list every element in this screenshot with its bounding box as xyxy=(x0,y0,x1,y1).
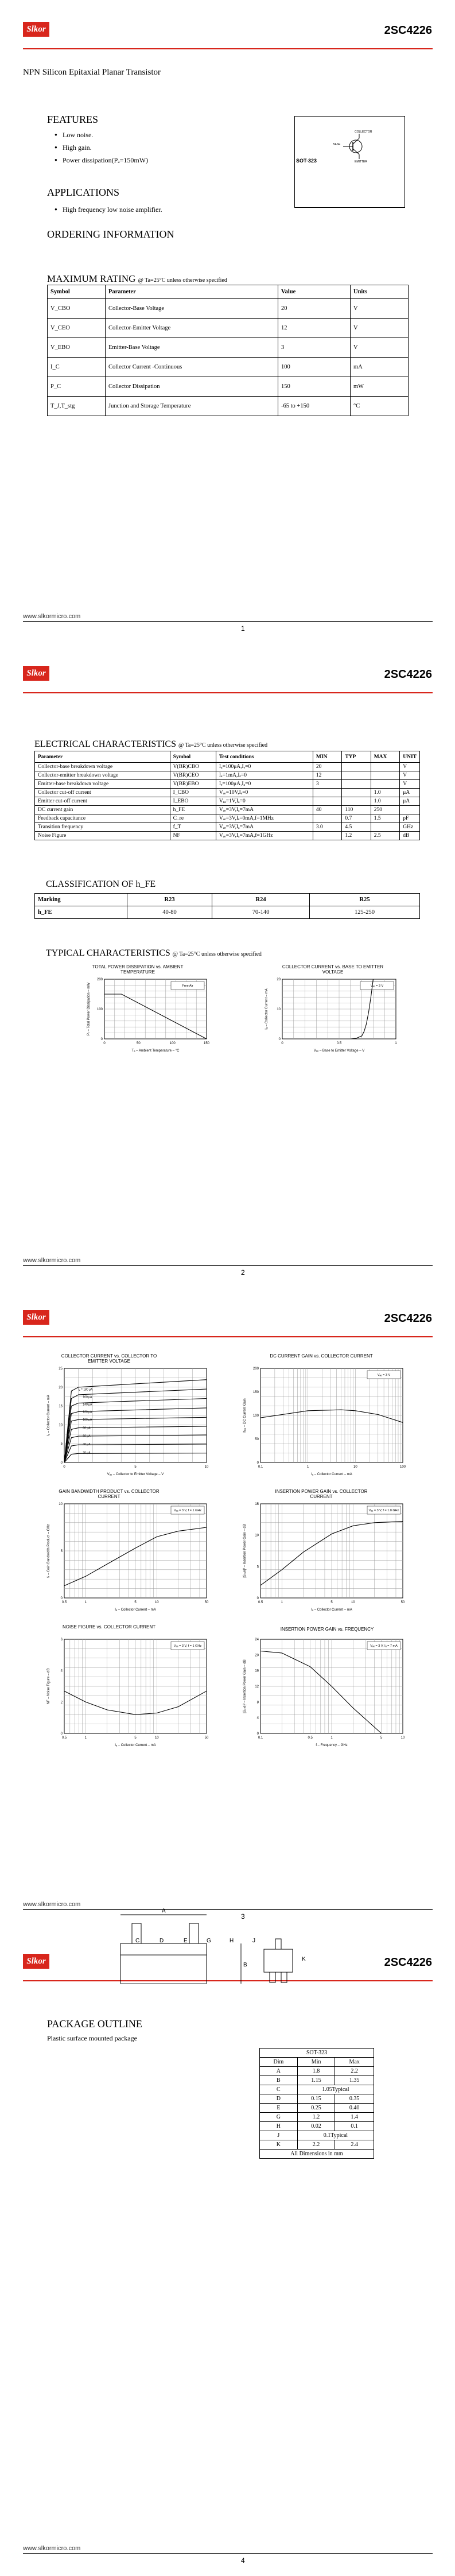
y-tick-label: 4 xyxy=(256,1716,259,1720)
x-tick-label: 50 xyxy=(400,1601,405,1604)
dim-label: G xyxy=(207,1938,211,1944)
y-tick-label: 0 xyxy=(256,1732,259,1736)
page-number: 4 xyxy=(241,2556,245,2565)
elec-table: Parameter Symbol Test conditions MIN TYP MAX UNIT Collector-base breakdown voltage V(BR)CBO Iₐ=100μA,Iₑ=0 20 V Collector-emitter breakdown voltage V(BR)CEO Iₐ=1mA,Iₑ=0 12 V Emitter-base breakdown voltage V(BR)EBO Iₑ=100μA,Iₐ=0 3 V Collector cut-off current I_CBO Vₐₑ=10V,Iₑ=0 1.0 μA Emitter cut-off current I_EBO Vₑₐ=1V,Iₐ=0 1.0 μA DC current gain h_FE Vₐₑ=3V,Iₐ=7mA 40 110 250 Feedback capacitance C_re Vₐₑ=3V,Iₑ=0mA,f=1MHz 0.7 1.5 pF Transition frequency f_T Vₐₑ=3V,Iₐ=7mA 3.0 4.5 GHz Noise Figure NF Vₐₑ=3V,Iₐ=7mA,f=1GHz 1.2 2.5 dB xyxy=(34,751,420,840)
footer-url[interactable]: www.slkormicro.com xyxy=(23,613,81,620)
footer-rule xyxy=(23,2553,433,2554)
y-tick-label: 20 xyxy=(277,978,281,981)
y-axis-label: Iₐ – Collector Current – mA xyxy=(47,1395,50,1436)
table-row: C 1.05Typical xyxy=(260,2085,374,2094)
gain-ic-chart xyxy=(241,1500,407,1615)
x-axis-label: Iₐ – Collector Current – mA xyxy=(311,1473,352,1476)
typ-heading: TYPICAL CHARACTERISTICS @ Ta=25°C unless otherwise specified xyxy=(46,948,262,958)
y-tick-label: 10 xyxy=(277,1008,281,1011)
y-tick-label: 100 xyxy=(96,1008,103,1011)
table-row: DC current gain h_FE Vₐₑ=3V,Iₐ=7mA 40 110 250 xyxy=(35,806,420,814)
y-tick-label: 10 xyxy=(59,1503,63,1506)
dim-label: A xyxy=(162,1908,166,1914)
y-tick-label: 25 xyxy=(59,1367,63,1371)
hfe-ic-chart xyxy=(241,1365,407,1480)
table-row: Emitter cut-off current I_EBO Vₑₐ=1V,Iₐ=0 1.0 μA xyxy=(35,797,420,806)
feature-item: ● Power dissipation(Pₐ=150mW) xyxy=(55,156,148,165)
table-row: G 1.2 1.4 xyxy=(260,2113,374,2122)
annotation-text: Vₐₑ = 3 V xyxy=(370,984,384,988)
header-rule xyxy=(23,692,433,693)
application-item: ● High frequency low noise amplifier. xyxy=(55,205,162,214)
series-line xyxy=(260,1410,403,1422)
x-tick-label: 5 xyxy=(134,1736,137,1740)
x-axis-label: Iₐ – Collector Current – mA xyxy=(311,1608,352,1612)
page-1 xyxy=(0,0,455,644)
series-label: 80 μA xyxy=(83,1426,91,1430)
x-tick-label: 10 xyxy=(154,1736,159,1740)
chart-title: GAIN BANDWIDTH PRODUCT vs. COLLECTOR CURRENT xyxy=(59,1489,160,1499)
x-tick-label: 0 xyxy=(63,1465,65,1469)
x-tick-label: 1 xyxy=(330,1736,333,1740)
table-row: T_J,T_stg Junction and Storage Temperature -65 to +150 °C xyxy=(48,397,409,416)
dim-label: H xyxy=(230,1938,234,1944)
x-tick-label: 0.5 xyxy=(308,1736,313,1740)
package-label: SOT-323 xyxy=(296,158,317,164)
applications-heading: APPLICATIONS xyxy=(47,187,120,198)
y-axis-label: |S₂₁e|² – Insertion Power Gain – dB xyxy=(243,1524,247,1578)
dim-label: J xyxy=(252,1938,255,1944)
y-tick-label: 16 xyxy=(255,1669,259,1673)
annotation-text: Free Air xyxy=(182,984,193,988)
x-tick-label: 150 xyxy=(203,1042,210,1045)
y-tick-label: 0 xyxy=(256,1461,259,1465)
table-row: E 0.25 0.40 xyxy=(260,2104,374,2113)
page-4 xyxy=(0,1908,455,2576)
y-tick-label: 0 xyxy=(256,1597,259,1600)
features-list xyxy=(55,131,148,169)
y-tick-label: 20 xyxy=(59,1386,63,1390)
table-row: K 2.2 2.4 xyxy=(260,2140,374,2150)
x-tick-label: 50 xyxy=(204,1601,209,1604)
chart-title: DC CURRENT GAIN vs. COLLECTOR CURRENT xyxy=(270,1353,373,1359)
footer-rule xyxy=(23,1265,433,1266)
y-tick-label: 4 xyxy=(60,1669,63,1673)
class-heading: CLASSIFICATION OF h_FE xyxy=(46,879,156,889)
brand-logo: Slkor xyxy=(23,22,49,37)
table-row: Noise Figure NF Vₐₑ=3V,Iₐ=7mA,f=1GHz 1.2 2.5 dB xyxy=(35,832,420,840)
page-number: 3 xyxy=(241,1912,245,1921)
y-tick-label: 0 xyxy=(278,1038,281,1041)
package-outline-drawing xyxy=(34,1869,425,1984)
y-tick-label: 10 xyxy=(59,1423,63,1427)
x-tick-label: 1 xyxy=(306,1465,309,1469)
pin-label-base: BASE xyxy=(333,143,341,146)
y-tick-label: 6 xyxy=(60,1638,63,1642)
table-row: H 0.02 0.1 xyxy=(260,2122,374,2131)
x-tick-label: 0 xyxy=(281,1042,283,1045)
dim-label: K xyxy=(302,1956,306,1962)
chart-title: INSERTION POWER GAIN vs. FREQUENCY xyxy=(280,1627,374,1632)
table-row: P_C Collector Dissipation 150 mW xyxy=(48,377,409,397)
brand-logo: Slkor xyxy=(23,1954,49,1969)
table-row: V_CBO Collector-Base Voltage 20 V xyxy=(48,299,409,319)
y-tick-label: 150 xyxy=(252,1391,259,1394)
y-tick-label: 0 xyxy=(60,1597,63,1600)
device-subtitle: NPN Silicon Epitaxial Planar Transistor xyxy=(23,68,161,77)
table-row: B 1.15 1.35 xyxy=(260,2076,374,2085)
x-tick-label: 0.5 xyxy=(258,1601,263,1604)
ft-ic-chart xyxy=(45,1500,211,1615)
pin-label-emitter: EMITTER xyxy=(355,160,367,164)
x-tick-label: 0.5 xyxy=(61,1601,67,1604)
col-header: Units xyxy=(351,285,409,299)
annotation-text: Vₐₑ = 3 V, f = 1.0 GHz xyxy=(368,1509,399,1512)
y-tick-label: 5 xyxy=(60,1550,63,1553)
pin-label-collector: COLLECTOR xyxy=(355,130,372,134)
series-label: 20 μA xyxy=(83,1451,91,1455)
x-tick-label: 0.1 xyxy=(258,1736,263,1740)
table-row: V_CEO Collector-Emitter Voltage 12 V xyxy=(48,319,409,338)
part-number: 2SC4226 xyxy=(384,668,432,681)
y-tick-label: 15 xyxy=(255,1503,259,1506)
table-row: Collector-base breakdown voltage V(BR)CBO Iₐ=100μA,Iₑ=0 20 V xyxy=(35,763,420,771)
series-line xyxy=(260,1651,382,1734)
x-axis-label: Tₐ – Ambient Temperature – °C xyxy=(131,1049,180,1053)
y-tick-label: 24 xyxy=(255,1638,259,1642)
footer-url[interactable]: www.slkormicro.com xyxy=(23,1257,81,1264)
page-number: 1 xyxy=(241,624,245,633)
table-row: Feedback capacitance C_re Vₐₑ=3V,Iₑ=0mA,f=1MHz 0.7 1.5 pF xyxy=(35,814,420,823)
table-row: Collector cut-off current I_CBO Vₐₑ=10V,Iₑ=0 1.0 μA xyxy=(35,789,420,797)
x-tick-label: 10 xyxy=(400,1736,405,1740)
dim-label: B xyxy=(243,1962,247,1968)
nf-ic-chart xyxy=(45,1636,211,1751)
brand-logo: Slkor xyxy=(23,666,49,681)
ordering-heading: ORDERING INFORMATION xyxy=(47,228,174,240)
x-tick-label: 10 xyxy=(353,1465,357,1469)
annotation-text: Vₐₑ = 3 V, f = 1 GHz xyxy=(173,1644,202,1648)
chart-title: COLLECTOR CURRENT vs. BASE TO EMITTER VOLTAGE xyxy=(282,964,384,975)
footer-rule xyxy=(23,621,433,622)
y-tick-label: 50 xyxy=(255,1438,259,1441)
series-label: 140 μA xyxy=(83,1403,92,1407)
series-label: 160 μA xyxy=(83,1395,92,1399)
x-tick-label: 1 xyxy=(395,1042,397,1045)
y-tick-label: 8 xyxy=(256,1701,259,1705)
table-row: Emitter-base breakdown voltage V(BR)EBO Iₑ=100μA,Iₐ=0 3 V xyxy=(35,780,420,789)
x-axis-label: f – Frequency – GHz xyxy=(316,1744,348,1747)
part-number: 2SC4226 xyxy=(384,24,432,37)
x-axis-label: Vₑₑ – Base to Emitter Voltage – V xyxy=(313,1049,365,1053)
annotation-text: Vₐₑ = 3 V xyxy=(377,1374,391,1377)
page-3 xyxy=(0,1288,455,1932)
col-header: Symbol xyxy=(48,285,106,299)
x-tick-label: 5 xyxy=(134,1465,137,1469)
package-outline-labels xyxy=(115,1932,287,1949)
col-header: Parameter xyxy=(106,285,278,299)
x-tick-label: 0.5 xyxy=(336,1042,342,1045)
x-tick-label: 0.1 xyxy=(258,1465,263,1469)
table-row: Transition frequency f_T Vₐₑ=3V,Iₐ=7mA 3.0 4.5 GHz xyxy=(35,823,420,832)
x-tick-label: 10 xyxy=(351,1601,355,1604)
gain-f-chart xyxy=(241,1636,407,1751)
y-tick-label: 10 xyxy=(255,1534,259,1538)
elec-heading: ELECTRICAL CHARACTERISTICS @ Ta=25°C unless otherwise specified xyxy=(34,739,268,749)
class-table: Marking R23 R24 R25 h_FE 40-80 70-140 125-250 xyxy=(34,893,420,919)
x-tick-label: 100 xyxy=(169,1042,176,1045)
power-derating-chart xyxy=(85,976,211,1056)
features-heading: FEATURES xyxy=(47,114,99,125)
x-tick-label: 10 xyxy=(154,1601,159,1604)
applications-list xyxy=(55,205,162,218)
y-tick-label: 5 xyxy=(256,1565,259,1569)
x-tick-label: 0 xyxy=(103,1042,106,1045)
series-label: 40 μA xyxy=(83,1443,91,1447)
chart-title: INSERTION POWER GAIN vs. COLLECTOR CURRENT xyxy=(275,1489,368,1499)
y-tick-label: 200 xyxy=(252,1367,259,1371)
footer-url[interactable]: www.slkormicro.com xyxy=(23,2545,81,2552)
page-number: 2 xyxy=(241,1268,245,1277)
ic-vce-chart xyxy=(45,1365,211,1480)
part-number: 2SC4226 xyxy=(384,1956,432,1969)
y-tick-label: 5 xyxy=(60,1442,63,1446)
dim-label: E xyxy=(184,1938,188,1944)
brand-logo: Slkor xyxy=(23,1310,49,1325)
y-tick-label: 20 xyxy=(255,1654,259,1658)
x-axis-label: Iₐ – Collector Current – mA xyxy=(115,1608,156,1612)
table-row: Collector-emitter breakdown voltage V(BR)CEO Iₐ=1mA,Iₑ=0 12 V xyxy=(35,771,420,780)
series-label: 100 μA xyxy=(83,1418,92,1422)
part-number: 2SC4226 xyxy=(384,1312,432,1325)
y-axis-label: Pₜ – Total Power Dissipation – mW xyxy=(87,982,91,1036)
table-row: V_EBO Emitter-Base Voltage 3 V xyxy=(48,338,409,358)
y-tick-label: 2 xyxy=(60,1701,63,1705)
package-diagram-box xyxy=(294,116,405,208)
table-row: h_FE 40-80 70-140 125-250 xyxy=(35,906,420,919)
y-axis-label: |S₂₁e|² – Insertion Power Gain – dB xyxy=(243,1659,247,1713)
col-header: Value xyxy=(278,285,351,299)
y-tick-label: 200 xyxy=(96,978,103,981)
y-axis-label: NF – Noise Figure – dB xyxy=(47,1668,50,1705)
table-row: J 0.1Typical xyxy=(260,2131,374,2140)
annotation-text: Vₐₑ = 3 V, Iₐ = 7 mA xyxy=(370,1644,398,1648)
y-tick-label: 100 xyxy=(252,1414,259,1418)
x-tick-label: 1 xyxy=(281,1601,283,1604)
table-row: D 0.15 0.35 xyxy=(260,2094,374,2104)
page-2 xyxy=(0,644,455,1288)
outline-subtitle: Plastic surface mounted package xyxy=(47,2034,137,2042)
chart-title: NOISE FIGURE vs. COLLECTOR CURRENT xyxy=(62,1624,156,1630)
header-rule xyxy=(23,48,433,49)
outline-heading: PACKAGE OUTLINE xyxy=(47,2018,142,2030)
x-axis-label: Vₐₑ – Collector to Emitter Voltage – V xyxy=(107,1473,164,1476)
x-tick-label: 1 xyxy=(84,1601,87,1604)
dim-label: D xyxy=(160,1938,164,1944)
footer-url[interactable]: www.slkormicro.com xyxy=(23,1901,81,1908)
y-tick-label: 0 xyxy=(60,1461,63,1465)
x-tick-label: 50 xyxy=(136,1042,141,1045)
x-tick-label: 50 xyxy=(204,1736,209,1740)
y-axis-label: hₑₑ – DC Current Gain xyxy=(243,1398,247,1433)
x-tick-label: 10 xyxy=(204,1465,209,1469)
chart-title: COLLECTOR CURRENT vs. COLLECTOR TO EMITTER VOLTAGE xyxy=(61,1353,157,1364)
dimension-table: SOT-323 Dim Min Max A 1.8 2.2 B 1.15 1.35 C 1.05Typical D 0.15 0.35 E 0.25 0.40 G 1.2 1.4 H 0.02 0.1 J 0.1Typical K 2.2 2.4 All Dimensions in mm xyxy=(259,2048,374,2159)
x-tick-label: 5 xyxy=(134,1601,137,1604)
feature-item: ● Low noise. xyxy=(55,131,148,139)
dim-label: C xyxy=(135,1938,140,1944)
x-tick-label: 100 xyxy=(399,1465,406,1469)
series-label: 60 μA xyxy=(83,1434,91,1438)
x-tick-label: 5 xyxy=(330,1601,333,1604)
y-tick-label: 12 xyxy=(255,1685,259,1689)
chart-title: TOTAL POWER DISSIPATION vs. AMBIENT TEMPERATURE xyxy=(92,964,184,975)
y-tick-label: 0 xyxy=(100,1038,103,1041)
y-axis-label: fₜ – Gain Bandwidth Product – GHz xyxy=(47,1524,50,1578)
max-rating-table xyxy=(47,285,409,416)
table-row: I_C Collector Current -Continuous 100 mA xyxy=(48,358,409,377)
x-tick-label: 0.5 xyxy=(61,1736,67,1740)
y-tick-label: 15 xyxy=(59,1405,63,1409)
x-tick-label: 5 xyxy=(380,1736,383,1740)
feature-item: ● High gain. xyxy=(55,143,148,152)
series-label: 120 μA xyxy=(83,1410,92,1414)
y-tick-label: 0 xyxy=(60,1732,63,1736)
ic-vbe-chart xyxy=(263,976,400,1056)
x-tick-label: 1 xyxy=(84,1736,87,1740)
table-row: A 1.8 2.2 xyxy=(260,2067,374,2076)
x-axis-label: Iₐ – Collector Current – mA xyxy=(115,1744,156,1747)
series-label: Iₑ = 180 μA xyxy=(78,1388,93,1392)
max-rating-heading: MAXIMUM RATING @ Ta=25°C unless otherwise specified xyxy=(47,273,227,284)
header-rule xyxy=(23,1336,433,1337)
annotation-text: Vₐₑ = 3 V, f = 1 GHz xyxy=(173,1509,202,1512)
y-axis-label: Iₐ – Collector Current – mA xyxy=(265,988,269,1030)
